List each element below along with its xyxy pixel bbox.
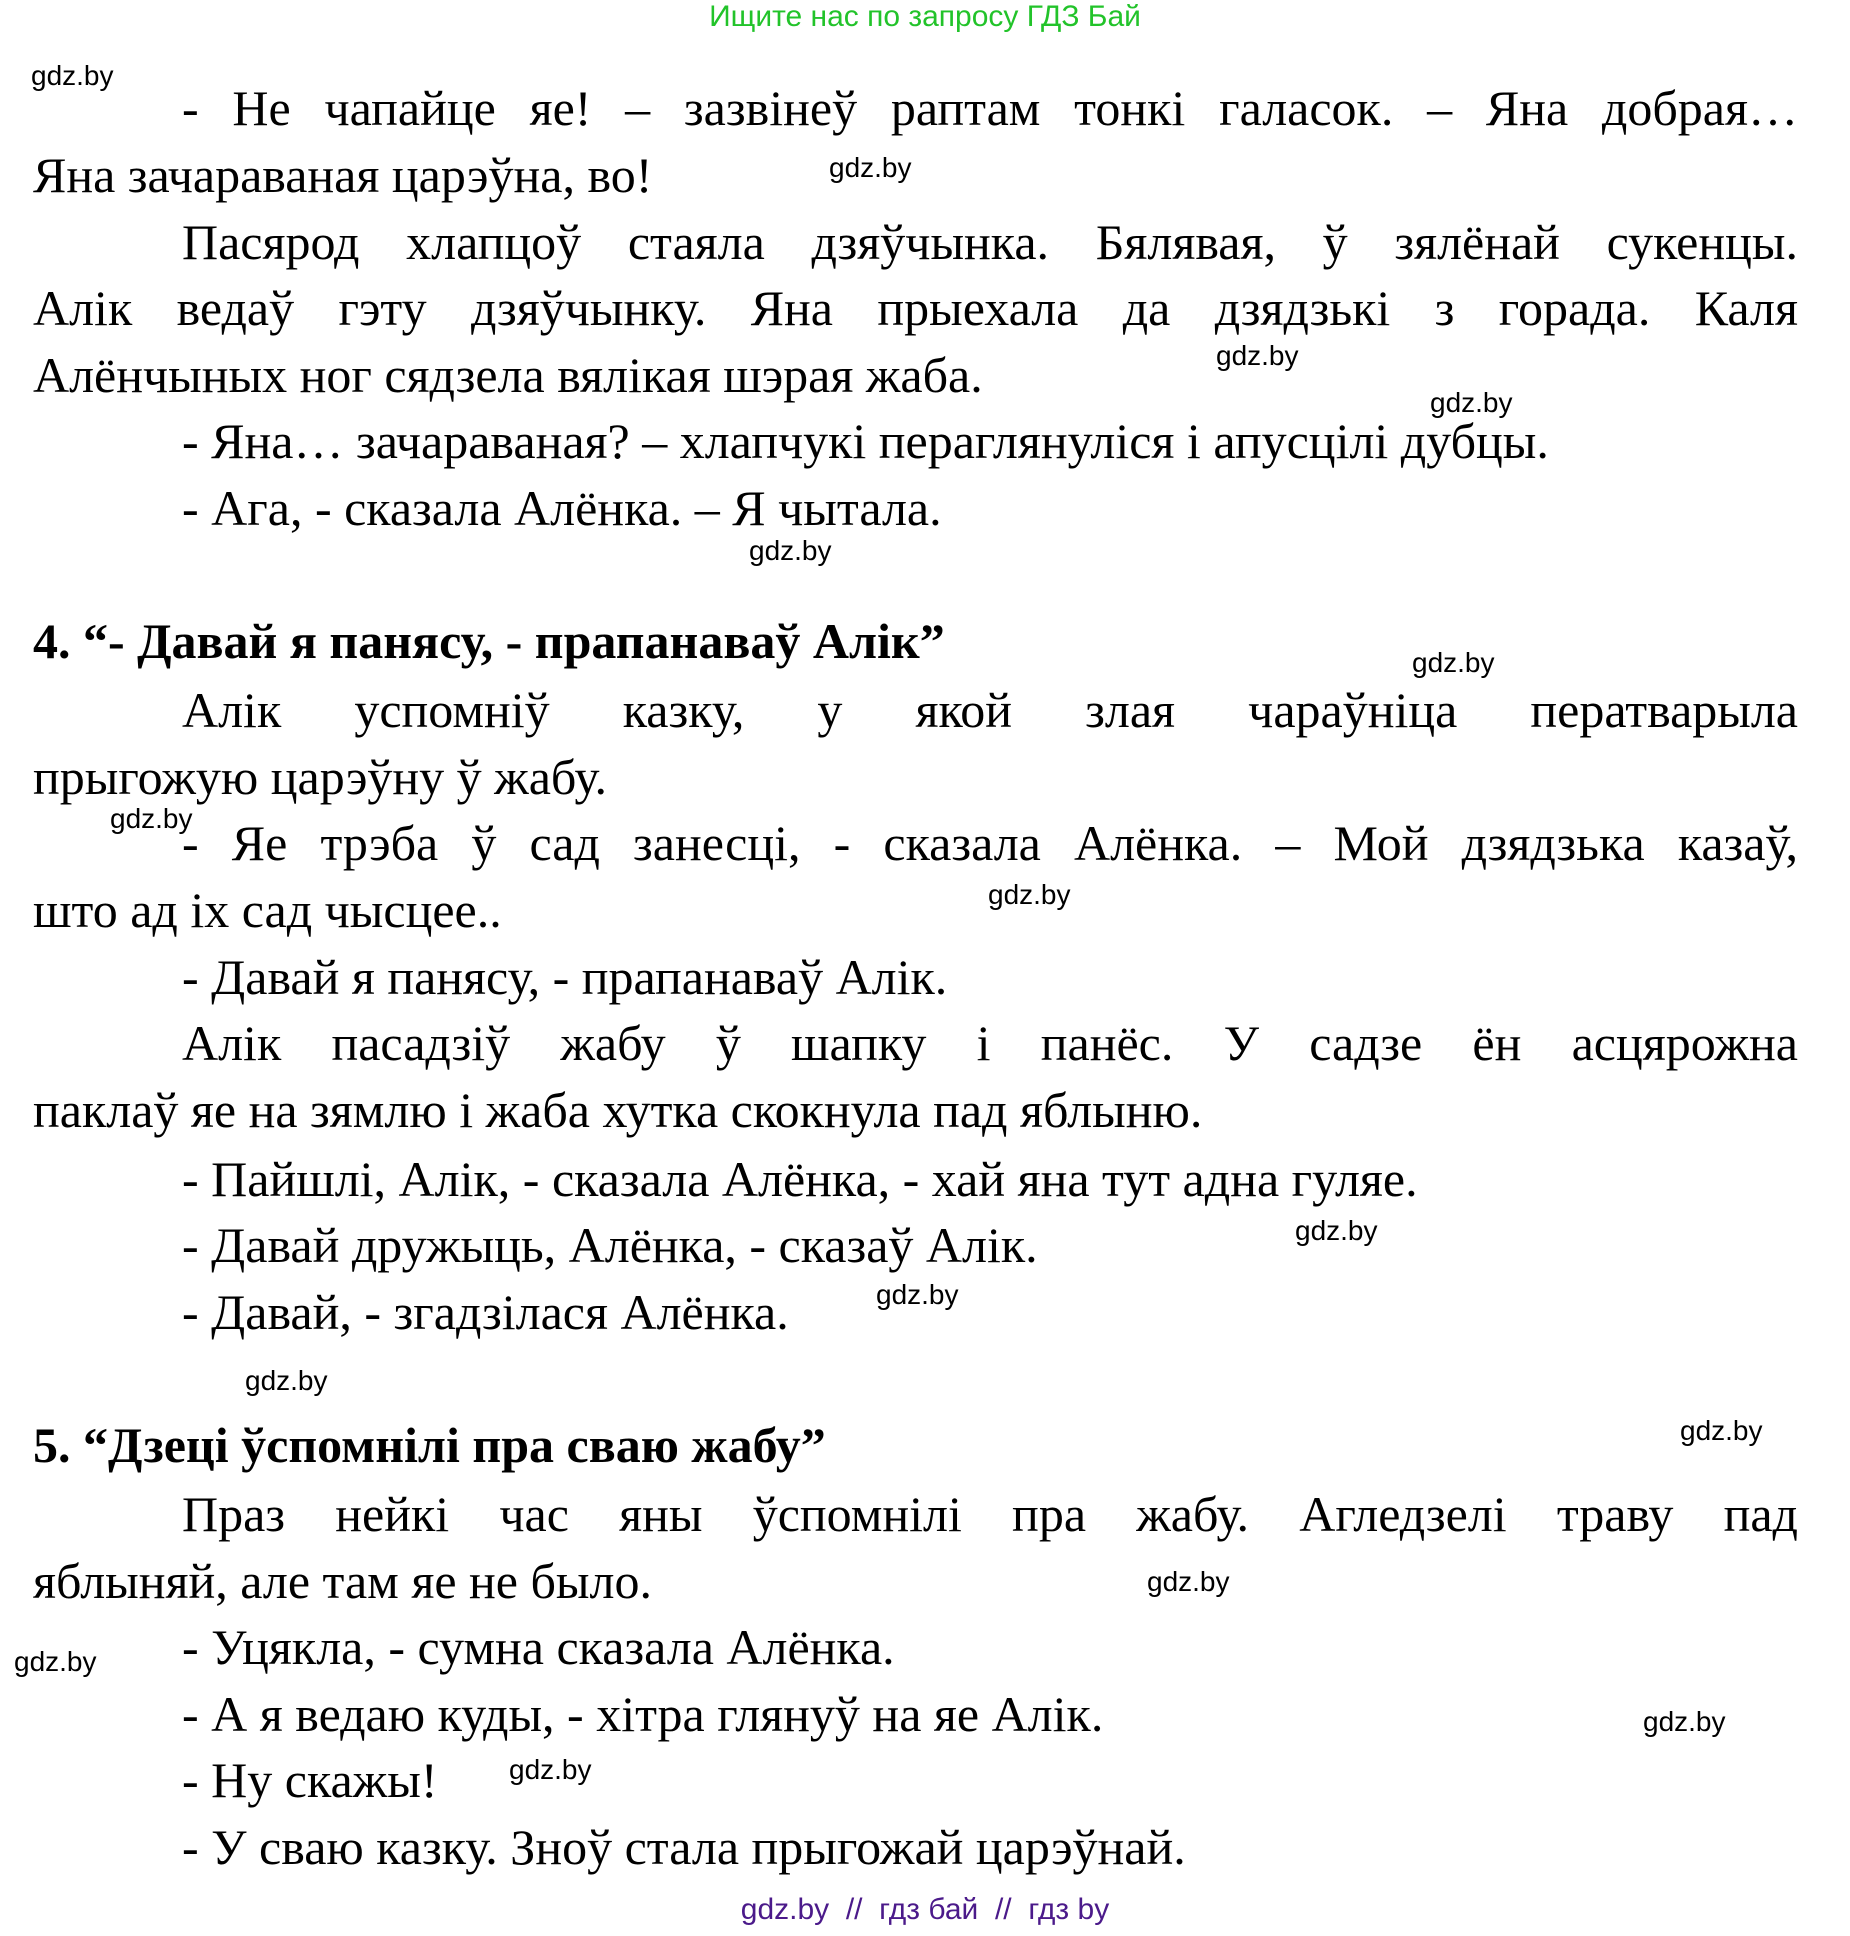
text-line: паклаў яе на зямлю і жаба хутка скокнула пад яблыню. bbox=[33, 1082, 1203, 1138]
watermark: gdz.by bbox=[31, 60, 114, 91]
watermark: gdz.by bbox=[1680, 1415, 1763, 1446]
text-line: Яна зачараваная царэўна, во! bbox=[33, 147, 653, 203]
watermark: gdz.by bbox=[245, 1365, 328, 1396]
watermark: gdz.by bbox=[509, 1754, 592, 1785]
watermark: gdz.by bbox=[1216, 340, 1299, 371]
text-line: Пасярод хлапцоў стаяла дзяўчынка. Бялявая, ў зялёнай сукенцы. bbox=[182, 214, 1798, 270]
text-line: - У сваю казку. Зноў стала прыгожай царэўнай. bbox=[182, 1819, 1186, 1875]
text-line: яблыняй, але там яе не было. bbox=[33, 1553, 652, 1609]
watermark: gdz.by bbox=[110, 803, 193, 834]
watermark: gdz.by bbox=[749, 535, 832, 566]
text-line: - Давай дружыць, Алёнка, - сказаў Алік. bbox=[182, 1217, 1038, 1273]
watermark: gdz.by bbox=[876, 1279, 959, 1310]
text-line: - Яе трэба ў сад занесці, - сказала Алёнка. – Мой дзядзька казаў, bbox=[182, 815, 1798, 871]
text-line: Алік ведаў гэту дзяўчынку. Яна прыехала да дзядзькі з горада. Каля bbox=[33, 280, 1798, 336]
text-line: - Пайшлі, Алік, - сказала Алёнка, - хай яна тут адна гуляе. bbox=[182, 1151, 1418, 1207]
text-line: Праз нейкі час яны ўспомнілі пра жабу. Агледзелі траву пад bbox=[182, 1486, 1798, 1542]
watermark: gdz.by bbox=[1643, 1706, 1726, 1737]
search-hint-banner: Ищите нас по запросу ГДЗ Бай bbox=[709, 0, 1141, 33]
watermark: gdz.by bbox=[1295, 1215, 1378, 1246]
text-line: - Не чапайце яе! – зазвінеў раптам тонкі галасок. – Яна добрая… bbox=[182, 80, 1798, 136]
text-line: - Уцякла, - сумна сказала Алёнка. bbox=[182, 1619, 895, 1675]
watermark: gdz.by bbox=[1147, 1566, 1230, 1597]
text-line: - Давай я панясу, - прапанаваў Алік. bbox=[182, 949, 948, 1005]
text-line: Алік пасадзіў жабу ў шапку і панёс. У садзе ён асцярожна bbox=[182, 1015, 1798, 1071]
section-heading-5: 5. “Дзеці ўспомнілі пра сваю жабу” bbox=[33, 1417, 826, 1473]
text-line: - Яна… зачараваная? – хлапчукі пераглянуліся і апусцілі дубцы. bbox=[182, 413, 1549, 469]
watermark: gdz.by bbox=[829, 152, 912, 183]
watermark: gdz.by bbox=[988, 879, 1071, 910]
text-line: - А я ведаю куды, - хітра глянуў на яе Алік. bbox=[182, 1686, 1104, 1742]
text-line: Алёнчыных ног сядзела вялікая шэрая жаба. bbox=[33, 347, 983, 403]
text-line: - Ну скажы! bbox=[182, 1752, 438, 1808]
footer-links: gdz.by // гдз бай // гдз by bbox=[740, 1893, 1110, 1926]
text-line: прыгожую царэўну ў жабу. bbox=[33, 749, 607, 805]
text-line: - Ага, - сказала Алёнка. – Я чытала. bbox=[182, 480, 942, 536]
watermark: gdz.by bbox=[1430, 387, 1513, 418]
section-heading-4: 4. “- Давай я панясу, - прапанаваў Алік” bbox=[33, 613, 945, 669]
watermark: gdz.by bbox=[14, 1646, 97, 1677]
text-line: што ад іх сад чысцее.. bbox=[33, 882, 502, 938]
watermark: gdz.by bbox=[1412, 647, 1495, 678]
text-line: Алік успомніў казку, у якой злая чараўніца ператварыла bbox=[182, 682, 1798, 738]
text-line: - Давай, - згадзілася Алёнка. bbox=[182, 1284, 789, 1340]
